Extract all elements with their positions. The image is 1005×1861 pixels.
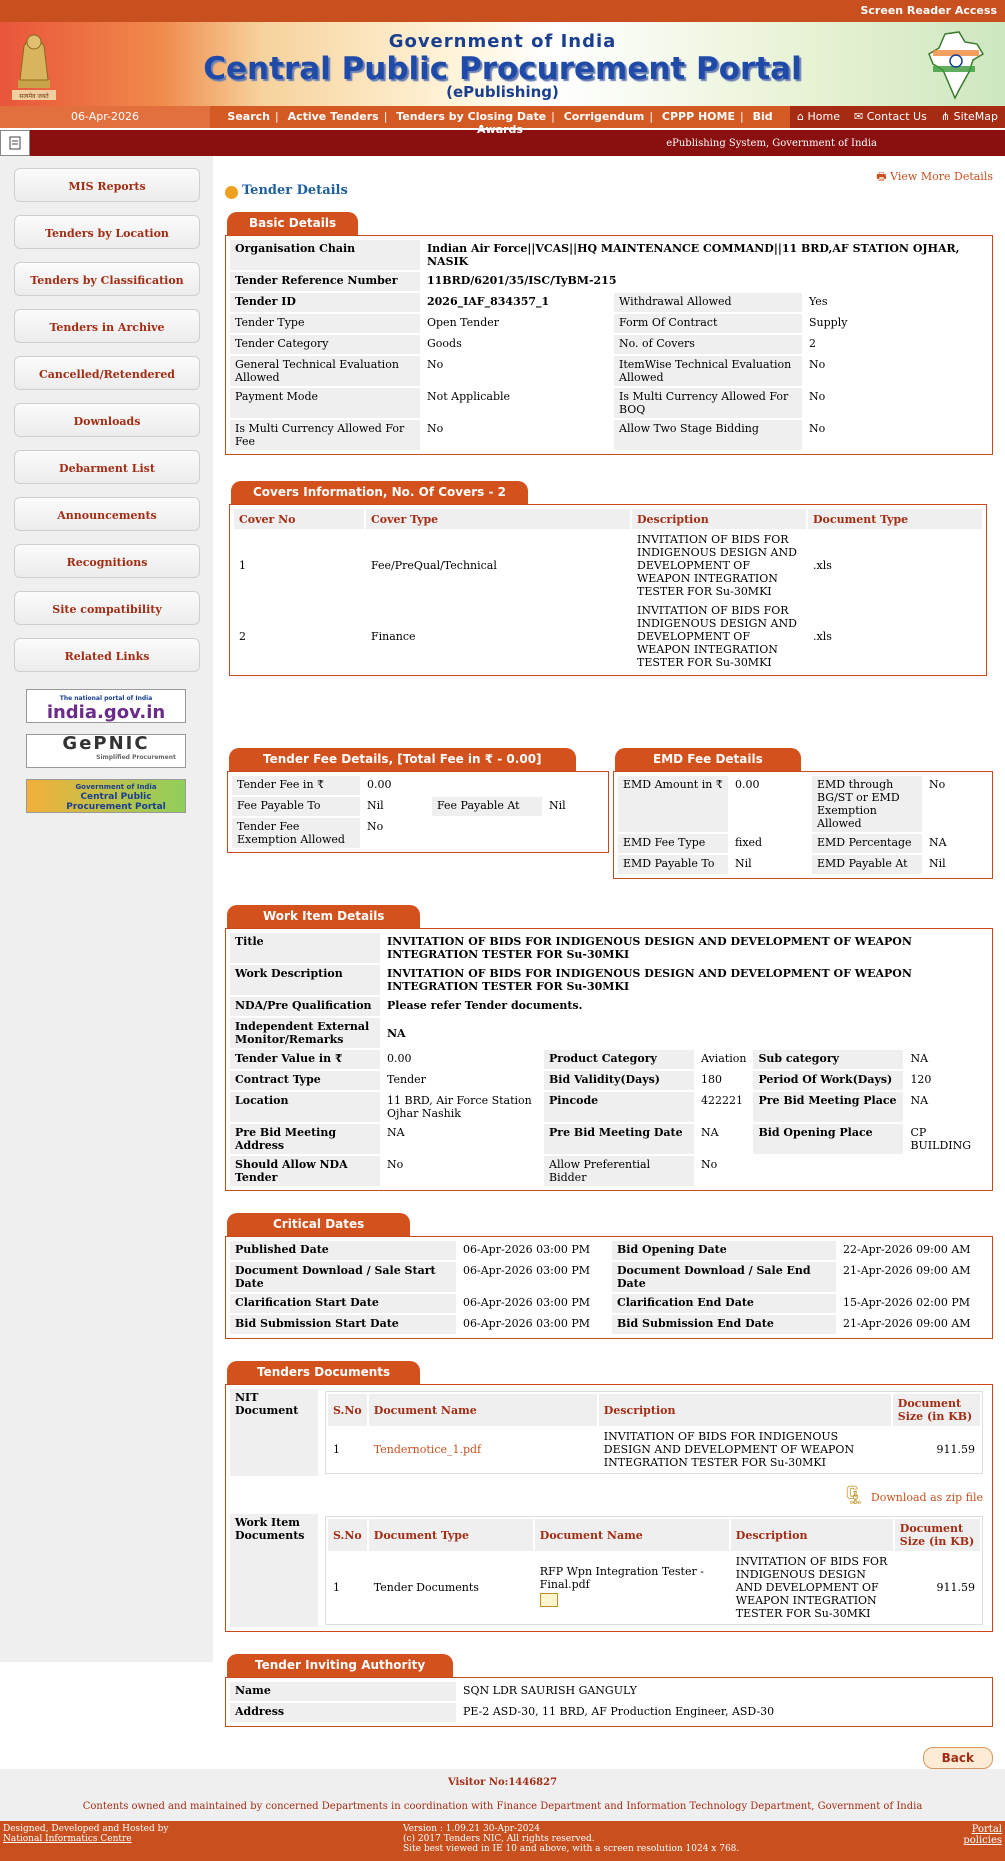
form-of-contract-label: Form Of Contract: [614, 314, 802, 333]
nav-links: Search | Active Tenders | Tenders by Closing Date | Corrigendum | CPPP HOME | Bid Awards: [227, 110, 773, 136]
tender-type-value: Open Tender: [427, 316, 500, 329]
cover-type-cell: Finance: [371, 630, 416, 643]
cppp-logo-subtext: Government of India: [75, 783, 157, 791]
download-zip-link[interactable]: [842, 1484, 983, 1506]
tender-id-label: Tender ID: [230, 293, 420, 312]
emd-exemption-value: No: [929, 778, 946, 791]
payment-mode-label: Payment Mode: [230, 388, 420, 418]
iem-value: NA: [387, 1026, 406, 1040]
authority-name-label: Name: [230, 1682, 456, 1701]
gen-tech-eval-value: No: [427, 358, 444, 371]
sub-category-label: Sub category: [753, 1050, 903, 1069]
nav-home[interactable]: [797, 110, 840, 128]
emd-exemption-label: EMD through BG/ST or EMD Exemption Allowed: [812, 776, 922, 832]
header-banner: [0, 22, 1005, 106]
table-row: [328, 1553, 980, 1622]
multi-currency-boq-label: Is Multi Currency Allowed For BOQ: [614, 388, 802, 418]
nav-tenders-by-closing-date[interactable]: Tenders by Closing Date: [396, 110, 547, 123]
cover-no-cell: 1: [239, 559, 246, 572]
form-of-contract-value: Supply: [809, 316, 848, 329]
tender-id-value: 2026_IAF_834357_1: [427, 295, 550, 308]
nda-label: NDA/Pre Qualification: [230, 997, 380, 1016]
emd-fee-table: [616, 774, 990, 876]
authority-table: [228, 1680, 990, 1724]
emd-payable-at-label: EMD Payable At: [812, 855, 922, 874]
iem-label: Independent External Monitor/Remarks: [230, 1018, 380, 1048]
nav-contact-label: Contact Us: [866, 110, 927, 123]
period-of-work-label: Period Of Work(Days): [753, 1071, 903, 1090]
fee-exemption-label: Tender Fee Exemption Allowed: [232, 818, 360, 848]
fee-exemption-value: No: [367, 820, 384, 833]
itemwise-eval-label: ItemWise Technical Evaluation Allowed: [614, 356, 802, 386]
covers-table: [232, 507, 984, 673]
emd-amount-value: 0.00: [735, 778, 760, 791]
tender-value-label: Tender Value in ₹: [230, 1050, 380, 1069]
emd-percentage-value: NA: [929, 836, 947, 849]
back-button[interactable]: Back: [923, 1747, 993, 1769]
print-icon: 🖶: [876, 170, 891, 183]
sidebar-item-cancelled-retendered[interactable]: Cancelled/Retendered: [14, 356, 200, 390]
emd-payable-to-label: EMD Payable To: [618, 855, 728, 874]
nit-description-cell: INVITATION OF BIDS FOR INDIGENOUS DESIGN AND DEVELOPMENT OF WEAPON INTEGRATION TESTER FOR Su-30MKI: [603, 1430, 855, 1469]
current-date: 06-Apr-2026: [0, 106, 210, 128]
cover-description-cell: INVITATION OF BIDS FOR INDIGENOUS DESIGN AND DEVELOPMENT OF WEAPON INTEGRATION TESTER FOR Su-30MKI: [637, 533, 797, 598]
marquee-text: ePublishing System, Government of India: [666, 138, 877, 149]
document-icon: [0, 130, 30, 156]
india-gov-logo[interactable]: [26, 689, 186, 723]
covers-header-cover-no: Cover No: [234, 509, 364, 529]
nav-contact-us[interactable]: [854, 110, 927, 128]
tender-category-value: Goods: [427, 337, 462, 350]
clarification-start-label: Clarification Start Date: [230, 1294, 456, 1313]
covers-header-cover-type: Cover Type: [366, 509, 630, 529]
screen-reader-link[interactable]: Screen Reader Access: [860, 4, 997, 17]
two-stage-bidding-label: Allow Two Stage Bidding: [614, 420, 802, 450]
contract-type-value: Tender: [387, 1073, 426, 1086]
basic-details-tab: Basic Details: [227, 212, 358, 235]
doc-download-start-label: Document Download / Sale Start Date: [230, 1262, 456, 1292]
nav-home-label: Home: [807, 110, 840, 123]
bid-opening-place-label: Bid Opening Place: [753, 1124, 903, 1154]
view-more-details-label: View More Details: [890, 170, 993, 183]
sitemap-icon: ⋔: [940, 110, 954, 123]
sidebar-item-tenders-by-classification[interactable]: Tenders by Classification: [14, 262, 200, 296]
tender-documents-tab: Tenders Documents: [227, 1361, 420, 1384]
work-doc-sno-cell: 1: [333, 1581, 340, 1594]
doc-download-end-label: Document Download / Sale End Date: [612, 1262, 836, 1292]
org-chain-label: Organisation Chain: [230, 240, 420, 270]
basic-details-section: [225, 212, 993, 455]
nav-corrigendum[interactable]: Corrigendum: [563, 110, 645, 123]
period-of-work-value: 120: [910, 1073, 932, 1086]
nit-document-label: NIT Document: [230, 1389, 318, 1476]
pre-bid-place-value: NA: [910, 1094, 929, 1107]
clarification-end-value: 15-Apr-2026 02:00 PM: [843, 1296, 971, 1309]
emd-percentage-label: EMD Percentage: [812, 834, 922, 853]
sidebar-item-debarment-list[interactable]: Debarment List: [14, 450, 200, 484]
doc-download-start-value: 06-Apr-2026 03:00 PM: [463, 1264, 591, 1277]
authority-address-label: Address: [230, 1703, 456, 1722]
nit-size-cell: 911.59: [936, 1443, 975, 1456]
location-value: 11 BRD, Air Force Station Ojhar Nashik: [387, 1094, 532, 1120]
cppp-logo[interactable]: [26, 779, 186, 813]
two-stage-bidding-value: No: [809, 422, 826, 435]
download-zip-label: Download as zip file: [870, 1490, 983, 1504]
india-gov-logo-subtext: The national portal of India: [59, 695, 153, 702]
fee-payable-at-value: Nil: [549, 799, 566, 812]
sidebar-item-mis-reports[interactable]: MIS Reports: [14, 168, 200, 202]
footer-info: [0, 1769, 1005, 1821]
home-icon: ⌂: [797, 110, 808, 123]
location-label: Location: [230, 1092, 380, 1122]
work-doc-name: RFP Wpn Integration Tester - Final.pdf: [539, 1565, 704, 1591]
pincode-value: 422221: [701, 1094, 743, 1107]
mail-icon: ✉: [854, 110, 867, 123]
emd-fee-type-value: fixed: [735, 836, 763, 849]
bid-opening-date-value: 22-Apr-2026 09:00 AM: [843, 1243, 971, 1256]
bid-opening-place-value: CP BUILDING: [910, 1126, 972, 1152]
tender-inviting-authority-section: [225, 1654, 993, 1727]
pincode-label: Pincode: [544, 1092, 694, 1122]
work-title-value: INVITATION OF BIDS FOR INDIGENOUS DESIGN AND DEVELOPMENT OF WEAPON INTEGRATION TESTER FOR Su-30MKI: [387, 935, 912, 961]
tender-fee-section: [227, 748, 609, 879]
fee-payable-to-label: Fee Payable To: [232, 797, 360, 816]
nit-header-size: Document Size (in KB): [893, 1394, 980, 1426]
nav-sitemap[interactable]: [941, 110, 998, 128]
sub-category-value: NA: [910, 1052, 929, 1065]
org-chain-value: Indian Air Force||VCAS||HQ MAINTENANCE COMMAND||11 BRD,AF STATION OJHAR, NASIK: [427, 242, 960, 268]
no-of-covers-label: No. of Covers: [614, 335, 802, 354]
withdrawal-label: Withdrawal Allowed: [614, 293, 802, 312]
nda-tender-label: Should Allow NDA Tender: [230, 1156, 380, 1186]
tender-documents-section: [225, 1361, 993, 1632]
emd-payable-to-value: Nil: [735, 857, 752, 870]
nav-utility-links: [790, 106, 1005, 128]
nic-link[interactable]: National Informatics Centre: [3, 1834, 132, 1844]
work-item-table: [228, 931, 990, 1188]
cppp-logo-text: Central Public Procurement Portal: [66, 792, 166, 812]
work-title-label: Title: [230, 933, 380, 963]
basic-details-table: [228, 238, 990, 452]
doc-download-end-value: 21-Apr-2026 09:00 AM: [843, 1264, 971, 1277]
table-row: [234, 531, 982, 600]
nda-tender-value: No: [387, 1158, 404, 1171]
banner-subtitle: (ePublishing): [446, 83, 559, 101]
tender-fee-value: 0.00: [367, 778, 392, 791]
gepnic-logo-text: GePNIC: [62, 733, 150, 754]
nit-header-description: Description: [599, 1394, 891, 1426]
page-title-text: Tender Details: [242, 183, 348, 198]
work-doc-header-description: Description: [731, 1519, 893, 1551]
nav-cppp-home[interactable]: CPPP HOME: [661, 110, 735, 123]
product-category-value: Aviation: [701, 1052, 747, 1065]
published-date-value: 06-Apr-2026 03:00 PM: [463, 1243, 591, 1256]
nda-value: Please refer Tender documents.: [387, 999, 583, 1012]
nav-bid-awards[interactable]: Bid Awards: [477, 110, 773, 136]
sidebar-item-related-links[interactable]: Related Links: [14, 638, 200, 672]
preferential-bidder-label: Allow Preferential Bidder: [544, 1156, 694, 1186]
zip-file-icon: 🗜: [842, 1484, 871, 1506]
cover-doctype-cell: .xls: [813, 630, 832, 643]
bid-validity-value: 180: [701, 1073, 722, 1086]
authority-address-value: PE-2 ASD-30, 11 BRD, AF Production Engineer, ASD-30: [463, 1705, 775, 1718]
tender-inviting-authority-tab: Tender Inviting Authority: [227, 1654, 453, 1677]
tender-value-value: 0.00: [387, 1052, 412, 1065]
fee-payable-to-value: Nil: [367, 799, 384, 812]
sidebar-item-tenders-by-location[interactable]: Tenders by Location: [14, 215, 200, 249]
tender-ref-label: Tender Reference Number: [230, 272, 420, 291]
copyright-text: (c) 2017 Tenders NIC, All rights reserved.: [403, 1834, 595, 1844]
cover-type-cell: Fee/PreQual/Technical: [371, 559, 497, 572]
nit-header-sno: S.No: [328, 1394, 367, 1426]
visitor-count: Visitor No:1446827: [447, 1777, 558, 1788]
nit-document-link[interactable]: Tendernotice_1.pdf: [373, 1443, 482, 1456]
emd-fee-tab: EMD Fee Details: [615, 748, 801, 771]
banner-gov-title: Government of India: [388, 31, 617, 52]
payment-mode-value: Not Applicable: [427, 390, 511, 403]
work-item-tab: Work Item Details: [227, 905, 420, 928]
cover-doctype-cell: .xls: [813, 559, 832, 572]
tender-category-label: Tender Category: [230, 335, 420, 354]
work-doc-header-size: Document Size (in KB): [895, 1519, 980, 1551]
pre-bid-place-label: Pre Bid Meeting Place: [753, 1092, 903, 1122]
bid-validity-label: Bid Validity(Days): [544, 1071, 694, 1090]
tender-fee-tab: Tender Fee Details, [Total Fee in ₹ - 0.00]: [229, 748, 576, 771]
view-more-details-link[interactable]: [876, 168, 993, 187]
work-doc-header-type: Document Type: [369, 1519, 533, 1551]
sidebar-item-tenders-in-archive[interactable]: Tenders in Archive: [14, 309, 200, 343]
critical-dates-section: [225, 1213, 993, 1339]
main-content: [213, 156, 1005, 1769]
product-category-label: Product Category: [544, 1050, 694, 1069]
designed-by-text: Designed, Developed and Hosted by: [3, 1824, 169, 1834]
work-doc-type-cell: Tender Documents: [373, 1581, 479, 1594]
footer-bar: [0, 1821, 1005, 1861]
cover-description-cell: INVITATION OF BIDS FOR INDIGENOUS DESIGN AND DEVELOPMENT OF WEAPON INTEGRATION TESTER FOR Su-30MKI: [637, 604, 797, 669]
best-viewed-text: Site best viewed in IE 10 and above, with a screen resolution 1024 x 768.: [403, 1844, 740, 1854]
nit-document-table: [325, 1391, 983, 1474]
pre-bid-address-value: NA: [387, 1126, 405, 1139]
bid-submission-start-label: Bid Submission Start Date: [230, 1315, 456, 1334]
itemwise-eval-value: No: [809, 358, 826, 371]
india-map-icon: [925, 30, 987, 100]
pre-bid-date-value: NA: [701, 1126, 719, 1139]
gepnic-logo[interactable]: [26, 734, 186, 768]
nit-header-doc-name: Document Name: [369, 1394, 597, 1426]
sidebar-item-announcements[interactable]: Announcements: [14, 497, 200, 531]
multi-currency-fee-label: Is Multi Currency Allowed For Fee: [230, 420, 420, 450]
tender-ref-value: 11BRD/6201/35/ISC/TyBM-215: [427, 274, 617, 287]
work-doc-header-sno: S.No: [328, 1519, 367, 1551]
emblem-motto: सत्यमेव जयते: [19, 93, 49, 100]
pre-bid-address-label: Pre Bid Meeting Address: [230, 1124, 380, 1154]
withdrawal-value: Yes: [809, 295, 828, 308]
marquee-bar: [0, 130, 1005, 156]
bid-submission-end-value: 21-Apr-2026 09:00 AM: [843, 1317, 971, 1330]
contract-type-label: Contract Type: [230, 1071, 380, 1090]
fee-payable-at-label: Fee Payable At: [432, 797, 542, 816]
nav-active-tenders[interactable]: Active Tenders: [287, 110, 379, 123]
bid-opening-date-label: Bid Opening Date: [612, 1241, 836, 1260]
authority-name-value: SQN LDR SAURISH GANGULY: [463, 1684, 637, 1697]
main-nav: [0, 106, 1005, 136]
banner-portal-title: Central Public Procurement Portal: [203, 51, 802, 87]
no-of-covers-value: 2: [809, 337, 816, 350]
work-desc-label: Work Description: [230, 965, 380, 995]
sidebar: [0, 156, 213, 1662]
work-doc-size-cell: 911.59: [936, 1581, 975, 1594]
arrow-bullet-icon: [225, 186, 238, 199]
work-desc-value: INVITATION OF BIDS FOR INDIGENOUS DESIGN AND DEVELOPMENT OF WEAPON INTEGRATION TESTER FOR Su-30MKI: [387, 967, 912, 993]
multi-currency-fee-value: No: [427, 422, 444, 435]
clarification-end-label: Clarification End Date: [612, 1294, 836, 1313]
bid-submission-end-label: Bid Submission End Date: [612, 1315, 836, 1334]
critical-dates-tab: Critical Dates: [227, 1213, 410, 1236]
content-ownership-text: Contents owned and maintained by concerned Departments in coordination with Finance Department and Information Technology Department, Government of India: [82, 1801, 923, 1812]
top-bar: [0, 0, 1005, 22]
preferential-bidder-value: No: [701, 1158, 718, 1171]
india-gov-logo-text: india.gov.in: [46, 702, 166, 723]
covers-header-description: Description: [632, 509, 806, 529]
work-doc-description-cell: INVITATION OF BIDS FOR INDIGENOUS DESIGN AND DEVELOPMENT OF WEAPON INTEGRATION TESTER FOR Su-30MKI: [735, 1555, 888, 1620]
covers-tab: Covers Information, No. Of Covers - 2: [231, 481, 528, 504]
critical-dates-table: [228, 1239, 990, 1336]
sidebar-item-downloads[interactable]: Downloads: [14, 403, 200, 437]
download-zip-row: [230, 1478, 988, 1512]
work-item-documents-table: [325, 1516, 983, 1625]
covers-header-document-type: Document Type: [808, 509, 982, 529]
portal-policies-link[interactable]: Portal policies: [963, 1824, 1002, 1846]
emd-fee-type-label: EMD Fee Type: [618, 834, 728, 853]
work-item-section: [225, 905, 993, 1191]
emd-amount-label: EMD Amount in ₹: [618, 776, 728, 832]
work-doc-header-name: Document Name: [535, 1519, 729, 1551]
tender-documents-table: [228, 1387, 990, 1629]
emd-fee-section: [613, 748, 993, 879]
multi-currency-boq-value: No: [809, 390, 826, 403]
work-item-documents-label: Work Item Documents: [230, 1514, 318, 1627]
tender-fee-label: Tender Fee in ₹: [232, 776, 360, 795]
tender-fee-table: [230, 774, 606, 850]
published-date-label: Published Date: [230, 1241, 456, 1260]
bid-submission-start-value: 06-Apr-2026 03:00 PM: [463, 1317, 591, 1330]
version-text: Version : 1.09.21 30-Apr-2024: [403, 1824, 540, 1834]
work-doc-name-cell: [535, 1553, 729, 1622]
covers-section: [225, 481, 987, 676]
certificate-icon[interactable]: [540, 1593, 558, 1607]
sidebar-item-recognitions[interactable]: Recognitions: [14, 544, 200, 578]
nav-sitemap-label: SiteMap: [953, 110, 998, 123]
emd-payable-at-value: Nil: [929, 857, 946, 870]
sidebar-item-site-compatibility[interactable]: Site compatibility: [14, 591, 200, 625]
nav-search[interactable]: Search: [227, 110, 270, 123]
gepnic-logo-subtext: Simplified Procurement: [96, 754, 176, 761]
gen-tech-eval-label: General Technical Evaluation Allowed: [230, 356, 420, 386]
table-row: [328, 1428, 980, 1471]
tender-type-label: Tender Type: [230, 314, 420, 333]
nit-sno-cell: 1: [333, 1443, 340, 1456]
cover-no-cell: 2: [239, 630, 246, 643]
table-row: [234, 602, 982, 671]
clarification-start-value: 06-Apr-2026 03:00 PM: [463, 1296, 591, 1309]
pre-bid-date-label: Pre Bid Meeting Date: [544, 1124, 694, 1154]
